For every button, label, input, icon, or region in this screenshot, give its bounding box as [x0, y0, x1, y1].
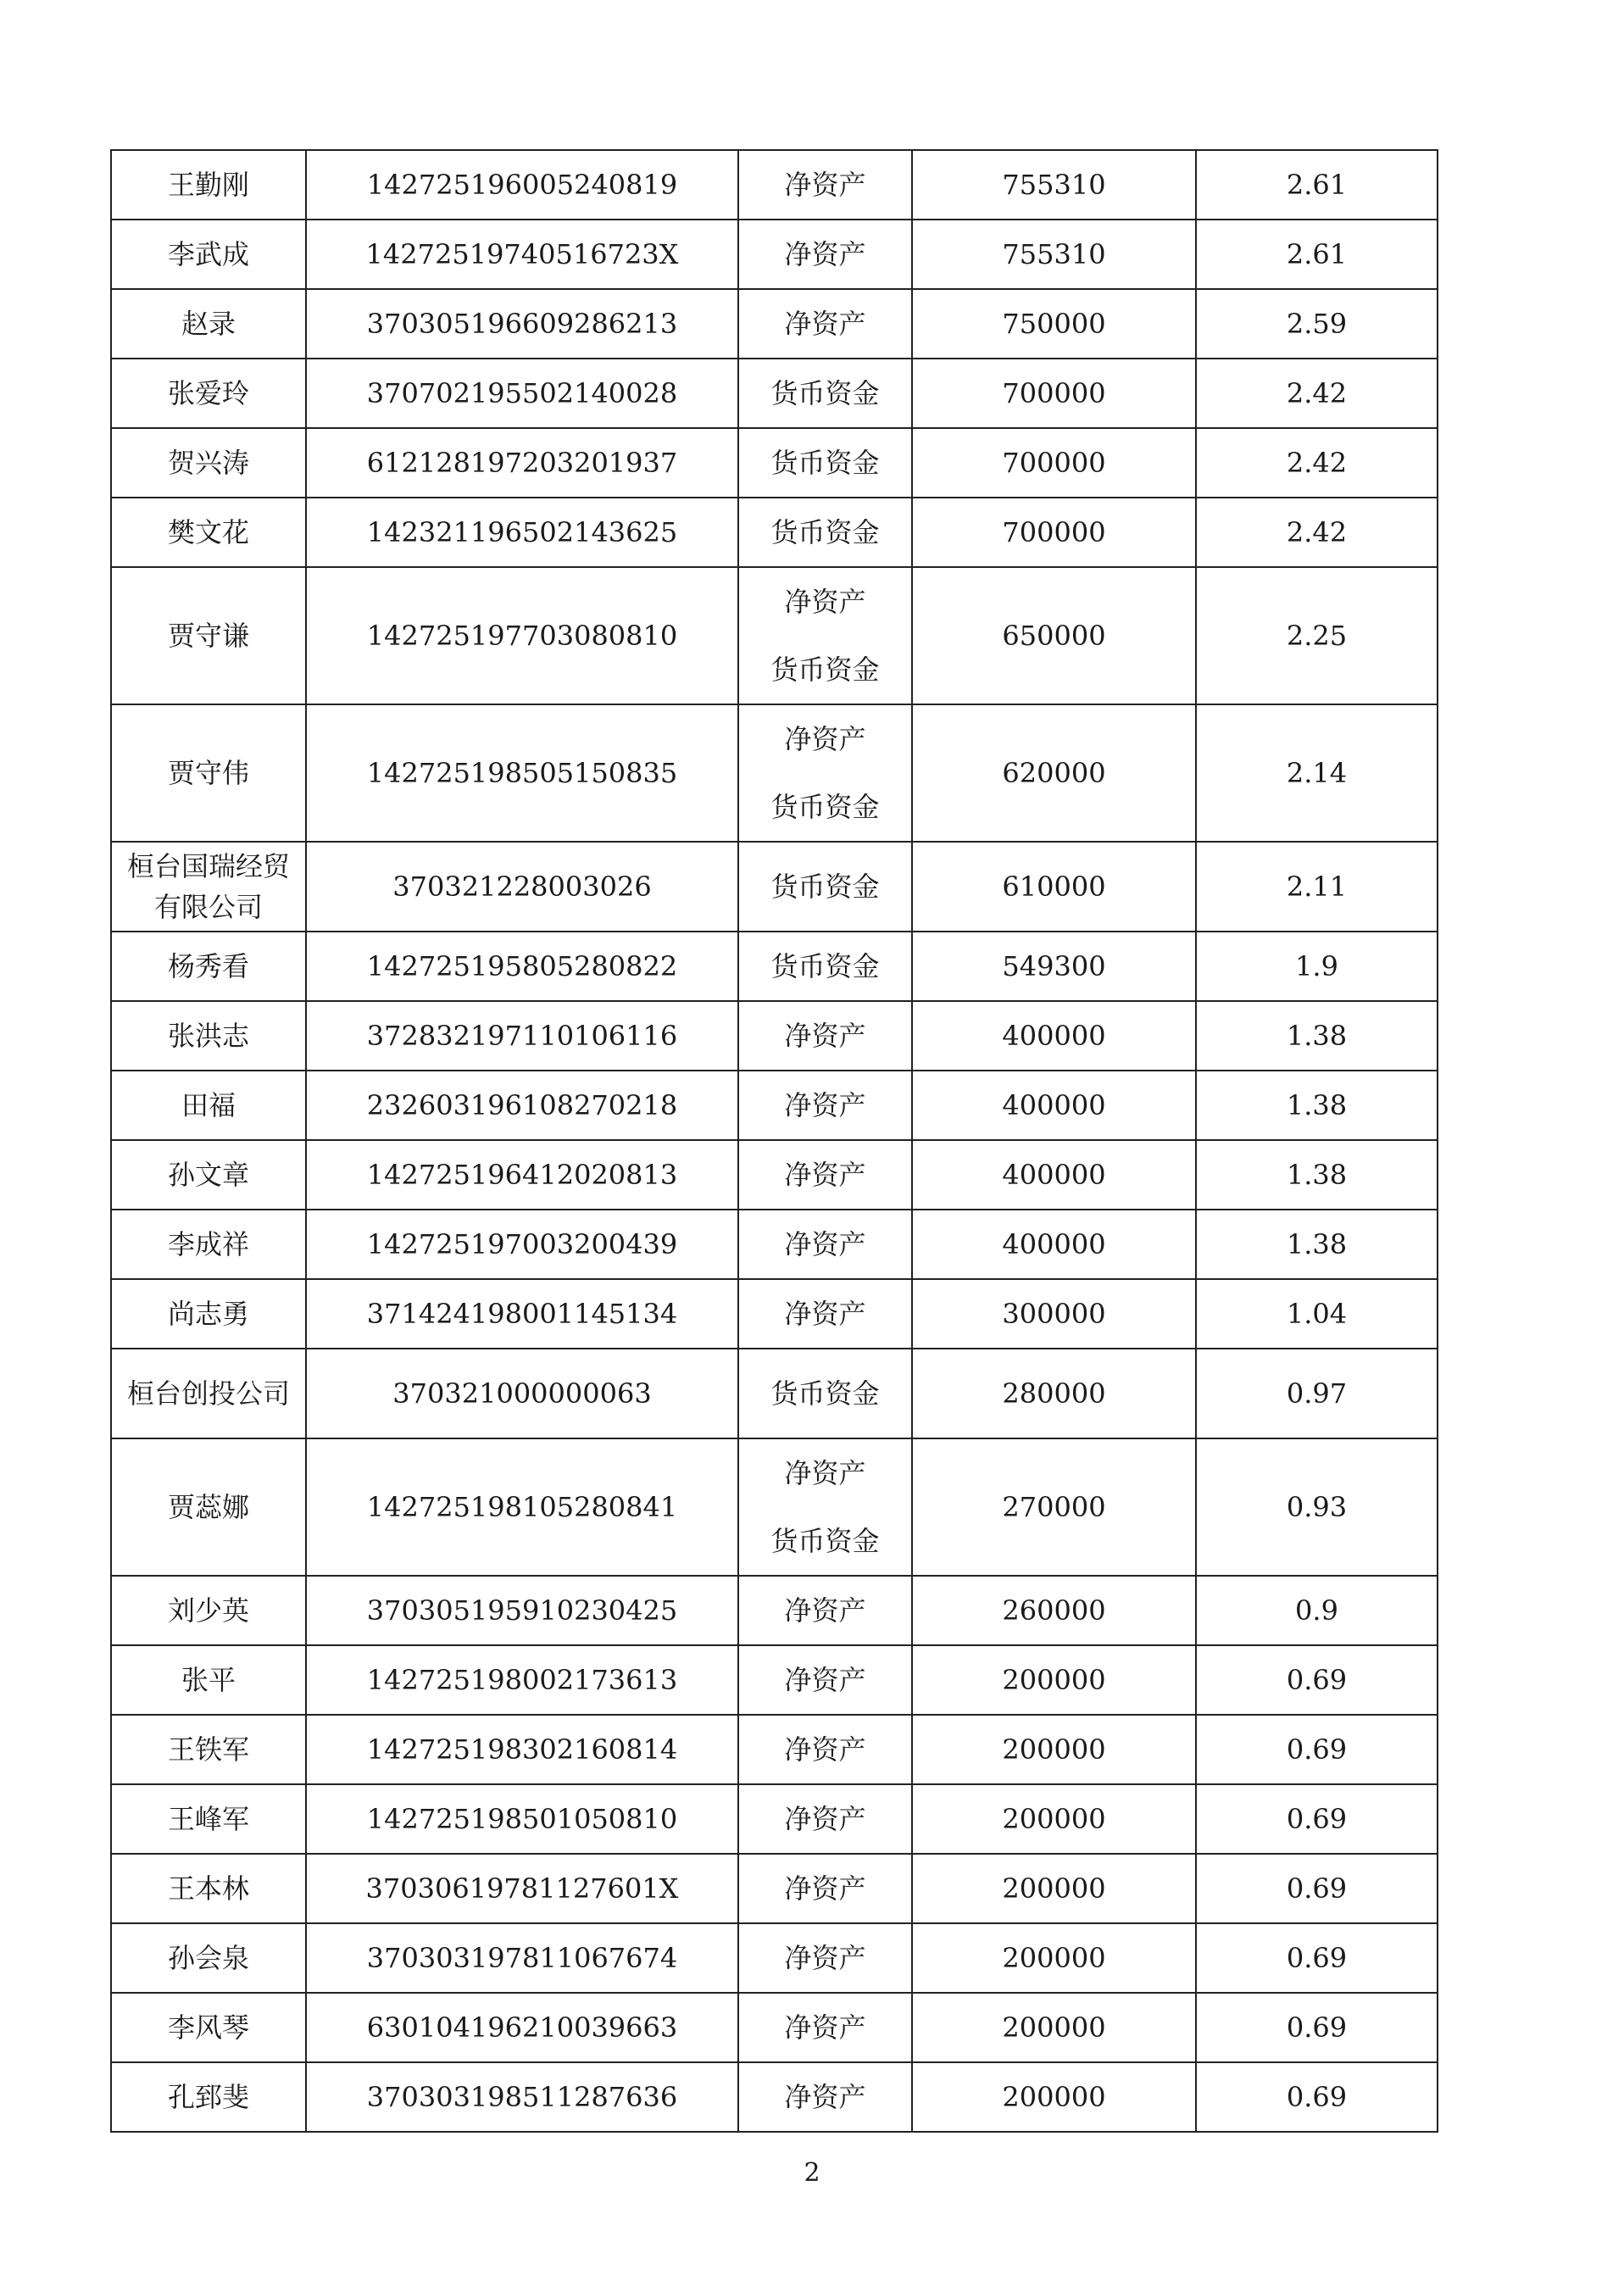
holder-id-cell: 142725195805280822 [306, 932, 738, 1001]
contribution-type-label: 货币资金 [770, 1377, 880, 1410]
holder-id-cell: 370303198511287636 [306, 2062, 738, 2132]
holder-id-cell: 370321228003026 [306, 842, 738, 932]
holder-id-cell: 370702195502140028 [306, 359, 738, 428]
table-row [111, 704, 1438, 842]
contribution-type-label: 净资产 [784, 308, 866, 340]
contribution-amount-cell: 755310 [912, 150, 1196, 220]
holder-name-cell: 张平 [111, 1645, 306, 1715]
share-ratio-cell: 1.38 [1196, 1071, 1438, 1140]
contribution-type-label: 净资产 [784, 1872, 866, 1905]
contribution-type-label: 货币资金 [770, 377, 880, 409]
table-row [111, 1279, 1438, 1349]
contribution-type-label: 净资产 [784, 1942, 866, 1974]
holder-id-cell: 372832197110106116 [306, 1001, 738, 1071]
contribution-type-cell [738, 1349, 912, 1438]
share-ratio-cell: 0.69 [1196, 1715, 1438, 1784]
contribution-type-cell [738, 1140, 912, 1210]
share-ratio-cell: 1.38 [1196, 1210, 1438, 1279]
contribution-amount-cell: 300000 [912, 1279, 1196, 1349]
share-ratio-cell: 0.97 [1196, 1349, 1438, 1438]
contribution-amount-cell: 200000 [912, 1645, 1196, 1715]
share-ratio-cell: 2.14 [1196, 704, 1438, 842]
contribution-type-label: 净资产 [784, 1594, 866, 1627]
contribution-amount-cell: 755310 [912, 220, 1196, 289]
shareholder-table-body [111, 150, 1438, 2132]
holder-id-cell: 370305196609286213 [306, 289, 738, 359]
contribution-amount-cell: 400000 [912, 1210, 1196, 1279]
share-ratio-cell: 0.69 [1196, 1993, 1438, 2062]
contribution-type-label: 净资产 [784, 723, 866, 755]
contribution-type-cell [738, 1993, 912, 2062]
share-ratio-cell: 1.38 [1196, 1001, 1438, 1071]
holder-name-cell: 刘少英 [111, 1576, 306, 1645]
contribution-type-label: 净资产 [784, 1159, 866, 1191]
share-ratio-cell: 2.59 [1196, 289, 1438, 359]
holder-name-cell: 孔郅斐 [111, 2062, 306, 2132]
share-ratio-cell: 0.69 [1196, 1784, 1438, 1854]
contribution-amount-cell: 280000 [912, 1349, 1196, 1438]
contribution-type-cell [738, 1438, 912, 1576]
share-ratio-cell: 2.11 [1196, 842, 1438, 932]
holder-name-cell: 贺兴涛 [111, 428, 306, 498]
contribution-type-label: 货币资金 [770, 791, 880, 823]
holder-name-cell: 贾守伟 [111, 704, 306, 842]
holder-name-cell: 王本林 [111, 1854, 306, 1923]
table-row [111, 150, 1438, 220]
holder-name-cell: 杨秀看 [111, 932, 306, 1001]
contribution-type-cell [738, 704, 912, 842]
share-ratio-cell: 2.61 [1196, 150, 1438, 220]
contribution-type-cell [738, 1923, 912, 1993]
contribution-amount-cell: 260000 [912, 1576, 1196, 1645]
table-row [111, 1001, 1438, 1071]
contribution-type-cell [738, 1279, 912, 1349]
table-row [111, 289, 1438, 359]
table-row [111, 1645, 1438, 1715]
share-ratio-cell: 0.93 [1196, 1438, 1438, 1576]
contribution-type-cell [738, 1576, 912, 1645]
contribution-type-label: 净资产 [784, 1457, 866, 1489]
holder-id-cell: 371424198001145134 [306, 1279, 738, 1349]
contribution-amount-cell: 400000 [912, 1140, 1196, 1210]
holder-name-cell: 桓台国瑞经贸有限公司 [111, 842, 306, 932]
holder-id-cell: 142321196502143625 [306, 498, 738, 567]
contribution-amount-cell: 200000 [912, 1784, 1196, 1854]
table-row [111, 1923, 1438, 1993]
holder-name-cell: 尚志勇 [111, 1279, 306, 1349]
table-row [111, 2062, 1438, 2132]
table-row [111, 1993, 1438, 2062]
contribution-amount-cell: 200000 [912, 1923, 1196, 1993]
share-ratio-cell: 0.69 [1196, 1923, 1438, 1993]
table-row [111, 567, 1438, 704]
holder-id-cell: 370305195910230425 [306, 1576, 738, 1645]
holder-id-cell: 37030619781127601X [306, 1854, 738, 1923]
contribution-type-label: 净资产 [784, 1228, 866, 1260]
contribution-amount-cell: 400000 [912, 1001, 1196, 1071]
share-ratio-cell: 2.42 [1196, 428, 1438, 498]
contribution-type-label: 净资产 [784, 1298, 866, 1330]
holder-name-cell: 贾蕊娜 [111, 1438, 306, 1576]
contribution-type-label: 货币资金 [770, 654, 880, 686]
contribution-type-label: 净资产 [784, 169, 866, 201]
contribution-amount-cell: 620000 [912, 704, 1196, 842]
share-ratio-cell: 2.42 [1196, 359, 1438, 428]
holder-id-cell: 142725196412020813 [306, 1140, 738, 1210]
holder-id-cell: 232603196108270218 [306, 1071, 738, 1140]
holder-id-cell: 370321000000063 [306, 1349, 738, 1438]
contribution-type-label: 净资产 [784, 1803, 866, 1835]
contribution-amount-cell: 400000 [912, 1071, 1196, 1140]
holder-name-cell: 樊文花 [111, 498, 306, 567]
holder-name-cell: 桓台创投公司 [111, 1349, 306, 1438]
holder-id-cell: 630104196210039663 [306, 1993, 738, 2062]
contribution-type-cell [738, 220, 912, 289]
share-ratio-cell: 0.9 [1196, 1576, 1438, 1645]
contribution-type-cell [738, 1001, 912, 1071]
table-row [111, 1438, 1438, 1576]
contribution-type-cell [738, 428, 912, 498]
contribution-amount-cell: 700000 [912, 428, 1196, 498]
contribution-type-label: 净资产 [784, 1089, 866, 1121]
shareholder-table [110, 149, 1438, 2133]
contribution-type-cell [738, 1071, 912, 1140]
holder-id-cell: 142725197003200439 [306, 1210, 738, 1279]
contribution-amount-cell: 270000 [912, 1438, 1196, 1576]
contribution-type-label: 货币资金 [770, 871, 880, 903]
contribution-type-label: 货币资金 [770, 447, 880, 479]
contribution-type-label: 货币资金 [770, 516, 880, 548]
holder-id-cell: 14272519740516723X [306, 220, 738, 289]
holder-name-cell: 张洪志 [111, 1001, 306, 1071]
contribution-amount-cell: 650000 [912, 567, 1196, 704]
share-ratio-cell: 2.25 [1196, 567, 1438, 704]
contribution-amount-cell: 700000 [912, 359, 1196, 428]
table-row [111, 932, 1438, 1001]
contribution-amount-cell: 200000 [912, 1993, 1196, 2062]
contribution-type-cell [738, 1715, 912, 1784]
contribution-type-cell [738, 1645, 912, 1715]
contribution-type-cell [738, 567, 912, 704]
holder-name-cell: 赵录 [111, 289, 306, 359]
table-row [111, 1071, 1438, 1140]
contribution-amount-cell: 200000 [912, 1854, 1196, 1923]
share-ratio-cell: 0.69 [1196, 1854, 1438, 1923]
holder-id-cell: 142725197703080810 [306, 567, 738, 704]
holder-id-cell: 142725198501050810 [306, 1784, 738, 1854]
holder-name-cell: 李武成 [111, 220, 306, 289]
table-row [111, 842, 1438, 932]
table-row [111, 428, 1438, 498]
page-number: 2 [804, 2158, 820, 2188]
holder-name-cell: 孙文章 [111, 1140, 306, 1210]
contribution-amount-cell: 200000 [912, 1715, 1196, 1784]
holder-id-cell: 142725198105280841 [306, 1438, 738, 1576]
contribution-type-label: 净资产 [784, 586, 866, 618]
contribution-type-label: 货币资金 [770, 950, 880, 982]
holder-name-cell: 孙会泉 [111, 1923, 306, 1993]
holder-name-cell: 王峰军 [111, 1784, 306, 1854]
share-ratio-cell: 2.42 [1196, 498, 1438, 567]
holder-id-cell: 612128197203201937 [306, 428, 738, 498]
contribution-type-label: 净资产 [784, 1733, 866, 1766]
table-row [111, 1576, 1438, 1645]
share-ratio-cell: 0.69 [1196, 2062, 1438, 2132]
holder-name-cell: 田福 [111, 1071, 306, 1140]
contribution-type-label: 货币资金 [770, 1525, 880, 1557]
table-row [111, 1140, 1438, 1210]
contribution-type-cell [738, 842, 912, 932]
contribution-type-cell [738, 359, 912, 428]
table-row [111, 1715, 1438, 1784]
contribution-type-label: 净资产 [784, 2011, 866, 2044]
table-row [111, 220, 1438, 289]
table-row [111, 1854, 1438, 1923]
table-row [111, 359, 1438, 428]
contribution-amount-cell: 700000 [912, 498, 1196, 567]
contribution-amount-cell: 549300 [912, 932, 1196, 1001]
contribution-amount-cell: 750000 [912, 289, 1196, 359]
holder-name-cell: 王铁军 [111, 1715, 306, 1784]
holder-name-cell: 张爱玲 [111, 359, 306, 428]
contribution-type-cell [738, 498, 912, 567]
share-ratio-cell: 1.9 [1196, 932, 1438, 1001]
table-row [111, 1784, 1438, 1854]
holder-id-cell: 142725198002173613 [306, 1645, 738, 1715]
contribution-type-cell [738, 1784, 912, 1854]
contribution-type-cell [738, 2062, 912, 2132]
table-row [111, 1349, 1438, 1438]
holder-name-cell: 李成祥 [111, 1210, 306, 1279]
contribution-type-cell [738, 150, 912, 220]
share-ratio-cell: 1.38 [1196, 1140, 1438, 1210]
table-row [111, 1210, 1438, 1279]
holder-id-cell: 142725196005240819 [306, 150, 738, 220]
contribution-amount-cell: 610000 [912, 842, 1196, 932]
share-ratio-cell: 0.69 [1196, 1645, 1438, 1715]
holder-id-cell: 142725198302160814 [306, 1715, 738, 1784]
contribution-type-label: 净资产 [784, 2081, 866, 2113]
holder-id-cell: 142725198505150835 [306, 704, 738, 842]
contribution-type-cell [738, 289, 912, 359]
share-ratio-cell: 2.61 [1196, 220, 1438, 289]
table-row [111, 498, 1438, 567]
share-ratio-cell: 1.04 [1196, 1279, 1438, 1349]
contribution-type-cell [738, 1854, 912, 1923]
contribution-type-cell [738, 932, 912, 1001]
holder-name-cell: 李风琴 [111, 1993, 306, 2062]
contribution-type-cell [738, 1210, 912, 1279]
holder-name-cell: 王勤刚 [111, 150, 306, 220]
contribution-type-label: 净资产 [784, 1020, 866, 1052]
contribution-type-label: 净资产 [784, 238, 866, 270]
holder-name-cell: 贾守谦 [111, 567, 306, 704]
contribution-amount-cell: 200000 [912, 2062, 1196, 2132]
holder-id-cell: 370303197811067674 [306, 1923, 738, 1993]
contribution-type-label: 净资产 [784, 1664, 866, 1696]
